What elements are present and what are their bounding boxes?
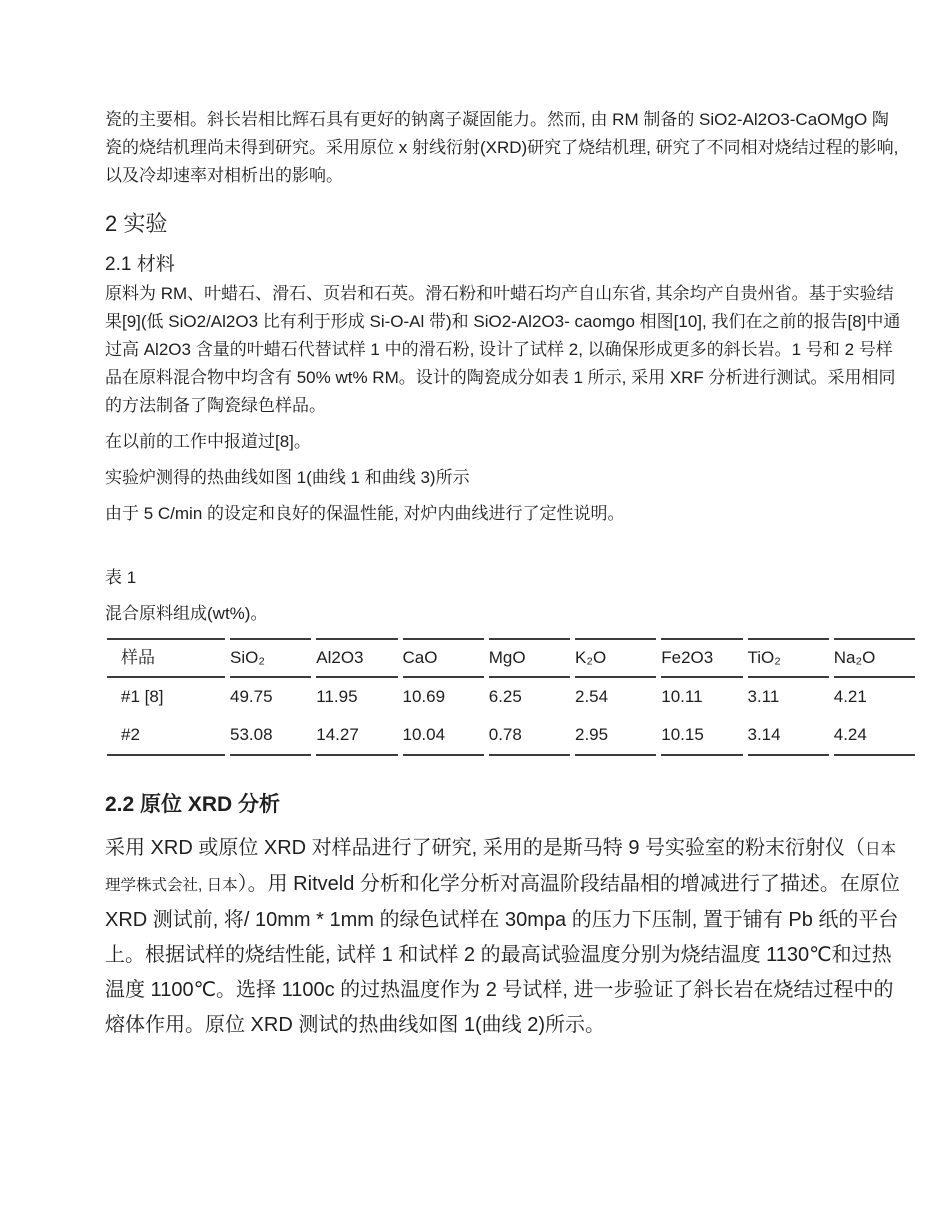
table-cell: 10.69: [402, 687, 446, 706]
insitu-xrd-text-after-vendor: 。用 Ritveld 分析和化学分析对高温阶段结晶相的增减进行了描述。在原位 XRD 测试前, 将/ 10mm * 1mm 的绿色试样在 30mpa 的压力下压制, 置于铺有 Pb 纸的平台上。根据试样的烧结性能, 试样 1 和试样 2 的最高试验温度分别为烧结温度 1130℃和过热温度 1100℃。选择 1100c 的过热温度作为 2 号试样, 进一步验证了斜长岩在烧结过程中的熔体作用。原位 XRD 测试的热曲线如图 1(曲线 2)所示。: [105, 873, 900, 1036]
table-cell: 11.95: [316, 687, 358, 706]
col-header-sample: 样品: [107, 638, 225, 678]
materials-paragraph-3: 实验炉测得的热曲线如图 1(曲线 1 和曲线 3)所示: [105, 468, 470, 487]
materials-paragraph-1: 原料为 RM、叶蜡石、滑石、页岩和石英。滑石粉和叶蜡石均产自山东省, 其余均产自贵州省。基于实验结果[9](低 SiO2/Al2O3 比有利于形成 Si-O-Al 带)和 SiO2-Al2O3- caomgo 相图[10], 我们在之前的报告[8]中通过高 Al2O3 含量的叶蜡石代替试样 1 中的滑石粉, 设计了试样 2, 以确保形成更多的斜长岩。1 号和 2 号样品在原料混合物中均含有 50% wt% RM。设计的陶瓷成分如表 1 所示, 采用 XRF 分析进行测试。采用相同的方法制备了陶瓷绿色样品。: [105, 284, 901, 415]
vendor-paren-close: ）: [237, 873, 248, 895]
vendor-paren-open: （: [845, 837, 866, 859]
table-cell: 49.75: [230, 687, 273, 706]
table-cell: 53.08: [230, 716, 311, 756]
table-1-label: 表 1: [105, 568, 137, 587]
table-cell: 10.04: [403, 716, 484, 756]
col-header-cao: CaO: [403, 638, 484, 678]
materials-paragraph-2: 在以前的工作中报道过[8]。: [105, 432, 311, 451]
table-row-sample-1: [107, 678, 915, 716]
col-header-na2o: Na₂O: [834, 638, 915, 678]
section-2-2-heading: 2.2 原位 XRD 分析: [105, 793, 281, 816]
table-1-caption: 混合原料组成(wt%)。: [105, 604, 268, 623]
insitu-xrd-paragraph: [105, 831, 905, 1043]
table-cell: 14.27: [316, 716, 397, 756]
table-cell: #2: [107, 716, 225, 756]
col-header-fe2o3: Fe2O3: [661, 638, 742, 678]
col-header-tio2: TiO₂: [748, 638, 829, 678]
col-header-sio2: SiO₂: [230, 638, 311, 678]
table-cell: 3.11: [747, 687, 780, 706]
table-cell: 10.11: [661, 687, 703, 706]
table-cell: 6.25: [488, 687, 522, 706]
vendor-name: 日本理学株式会社, 日本: [105, 841, 897, 894]
table-cell: 2.95: [575, 716, 656, 756]
table-cell: 4.21: [833, 687, 867, 706]
table-cell: 10.15: [661, 716, 742, 756]
table-1: [102, 638, 920, 756]
section-2-heading: 2 实验: [105, 211, 168, 236]
table-cell: 2.54: [575, 687, 609, 706]
insitu-xrd-text-before-vendor: 采用 XRD 或原位 XRD 对样品进行了研究, 采用的是斯马特 9 号实验室的粉末衍射仪: [105, 837, 846, 859]
section-2-1-heading: 2.1 材料: [105, 254, 175, 275]
table-header-row: [107, 638, 915, 678]
table-row-sample-2: [107, 716, 915, 756]
table-cell: #1 [8]: [121, 687, 164, 706]
col-header-k2o: K₂O: [575, 638, 656, 678]
table-cell: 0.78: [489, 716, 570, 756]
materials-paragraph-4: 由于 5 C/min 的设定和良好的保温性能, 对炉内曲线进行了定性说明。: [105, 504, 625, 523]
col-header-al2o3: Al2O3: [316, 638, 397, 678]
intro-paragraph: 瓷的主要相。斜长岩相比辉石具有更好的钠离子凝固能力。然而, 由 RM 制备的 SiO2-Al2O3-CaOMgO 陶瓷的烧结机理尚未得到研究。采用原位 x 射线衍射(XRD)研究了烧结机理, 研究了不同相对烧结过程的影响, 以及冷却速率对相析出的影响。: [105, 110, 899, 185]
table-cell: 3.14: [748, 716, 829, 756]
table-cell: 4.24: [834, 716, 915, 756]
col-header-mgo: MgO: [489, 638, 570, 678]
